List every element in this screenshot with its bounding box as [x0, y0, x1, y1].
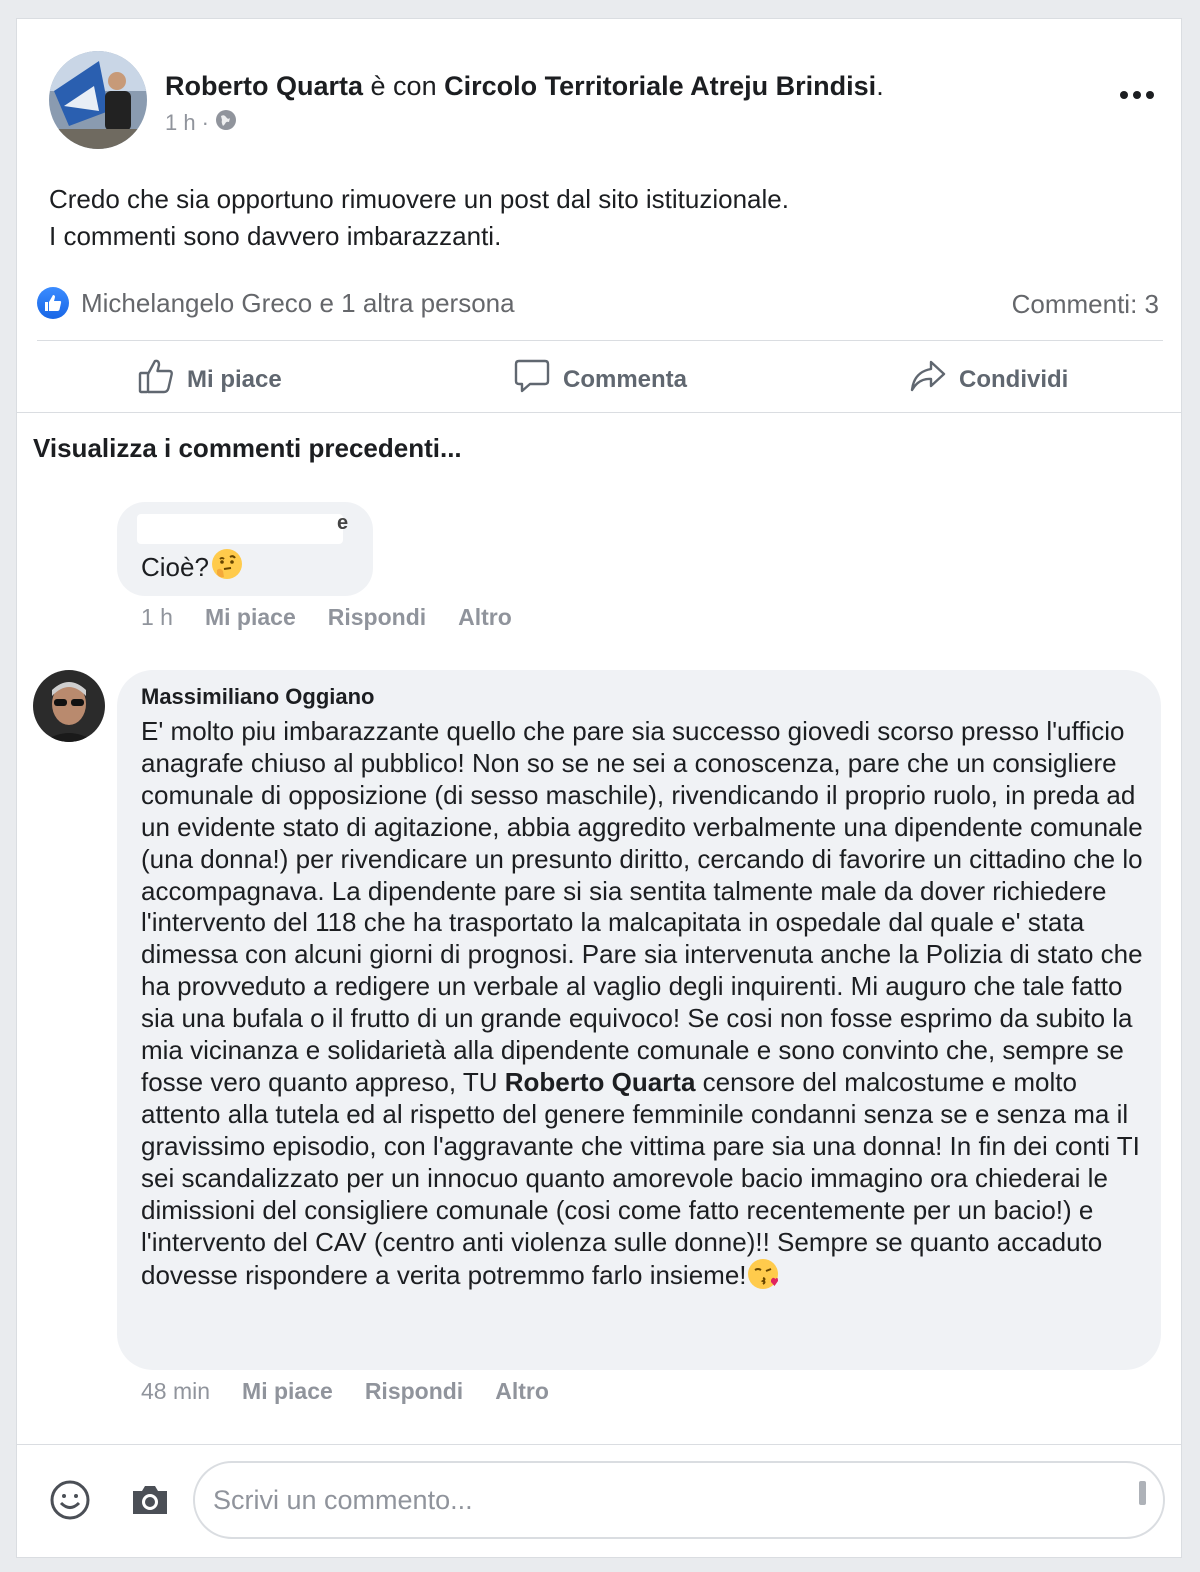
like-label: Mi piace: [187, 365, 282, 393]
post-time[interactable]: 1 h: [165, 110, 196, 135]
thinking-face-icon: [211, 548, 243, 587]
smiley-icon[interactable]: [49, 1479, 91, 1521]
group-name[interactable]: Circolo Territoriale Atreju Brindisi: [444, 71, 877, 101]
comment-text-part: censore del malcostume e molto attento alla tutela ed al rispetto del genere femminile condanni senza se e senza ma il gravissimo episodio, con l'aggravante che vittima pare sia una donna! In fin dei conti TI sei scandalizzato per un innocuo quanto amorevole bacio immagino ora chiederai le dimissioni del consigliere comunale (cosi come fatto recentemente per un bacio!) e l'intervento del CAV (centro anti violenza sulle donne)!! Sempre se quanto accaduto dovesse rispondere a verita potremmo farlo insieme!: [141, 1066, 1140, 1291]
like-reaction-icon: [37, 287, 69, 319]
meta-separator: ·: [201, 110, 209, 135]
comment-like-link[interactable]: Mi piace: [242, 1378, 333, 1404]
comment-time[interactable]: 1 h: [141, 604, 173, 630]
more-options-icon[interactable]: [1117, 85, 1157, 105]
reactions-summary[interactable]: [37, 287, 515, 319]
comment-text: [141, 716, 1145, 1298]
like-button[interactable]: [137, 357, 282, 402]
speech-bubble-icon: [513, 357, 551, 402]
post-actions: [17, 341, 1181, 413]
header-period: .: [876, 71, 884, 101]
comment-count[interactable]: Commenti: 3: [1011, 289, 1159, 319]
author-name[interactable]: Roberto Quarta: [165, 71, 364, 101]
comment-reply-link[interactable]: Rispondi: [327, 604, 427, 630]
redacted-name-tail: e: [337, 512, 349, 534]
camera-icon[interactable]: [130, 1482, 170, 1518]
commenter-avatar[interactable]: [33, 670, 105, 742]
comment-text-content: Cioè?: [141, 552, 209, 582]
thumbs-up-icon: [137, 357, 175, 402]
share-label: Condividi: [959, 365, 1069, 393]
reactions-text: Michelangelo Greco e 1 altra persona: [81, 287, 515, 318]
kissing-face-icon: [747, 1258, 779, 1298]
comment-bubble: [117, 502, 373, 596]
commenter-name[interactable]: Massimiliano Oggiano: [141, 684, 375, 709]
share-arrow-icon: [909, 357, 947, 402]
input-scroll-handle[interactable]: [1139, 1481, 1146, 1505]
post-card: [16, 18, 1182, 1558]
comment-text: [141, 548, 243, 587]
comment-input[interactable]: [193, 1461, 1165, 1539]
comment-bubble: [117, 670, 1161, 1370]
comment-actions: [141, 1378, 549, 1405]
comment-more-link[interactable]: Altro: [495, 1378, 549, 1404]
with-text: è con: [363, 71, 445, 101]
globe-icon: [215, 109, 237, 137]
comment-reply-link[interactable]: Rispondi: [364, 1378, 464, 1404]
redacted-name: [137, 514, 343, 544]
comment-button[interactable]: [513, 357, 687, 402]
divider: [17, 412, 1181, 413]
post-text: Credo che sia opportuno rimuovere un post dal sito istituzionale. I commenti sono davvero imbarazzanti.: [49, 184, 789, 251]
comment-text-part: E' molto piu imbarazzante quello che pare sia successo giovedi scorso presso l'ufficio anagrafe chiuso al pubblico! Non so se ne sei a conoscenza, pare che un consigliere comunale di opposizione (di sesso maschile), rivendicando il proprio ruolo, in preda ad un evidente stato di agitazione, abbia aggredito verbalmente una dipendente comunale (una donna!) per rivendicare un presunto diritto, cercando di favorire un cittadino che lo accompagnava. La dipendente pare si sia sentita talmente male da dover richiedere l'intervento del 118 che ha trasportato la malcapitata in ospedale dal quale e' stata dimessa con alcuni giorni di prognosi. Pare sia intervenuta anche la Polizia di stato che ha provveduto a redigere un verbale al vaglio degli inquirenti. Mi auguro che tale fatto sia una bufala o il frutto di un grande equivoco! Se cosi non fosse esprimo da subito la mia vicinanza e solidarietà alla dipendente comunale e sono convinto che, sempre se fosse vero quanto appreso, TU: [141, 716, 1143, 1097]
post-header: [165, 71, 884, 102]
author-avatar[interactable]: [49, 51, 147, 149]
comment-actions: [141, 604, 512, 631]
comment-like-link[interactable]: Mi piace: [204, 604, 296, 630]
post-meta: [165, 109, 237, 137]
mention-link[interactable]: Roberto Quarta: [504, 1066, 696, 1097]
view-previous-comments-link[interactable]: Visualizza i commenti precedenti...: [33, 433, 462, 463]
comment-label: Commenta: [563, 365, 688, 393]
comment-more-link[interactable]: Altro: [458, 604, 512, 630]
divider: [17, 1444, 1181, 1445]
comment-time[interactable]: 48 min: [141, 1378, 211, 1404]
share-button[interactable]: [909, 357, 1068, 402]
